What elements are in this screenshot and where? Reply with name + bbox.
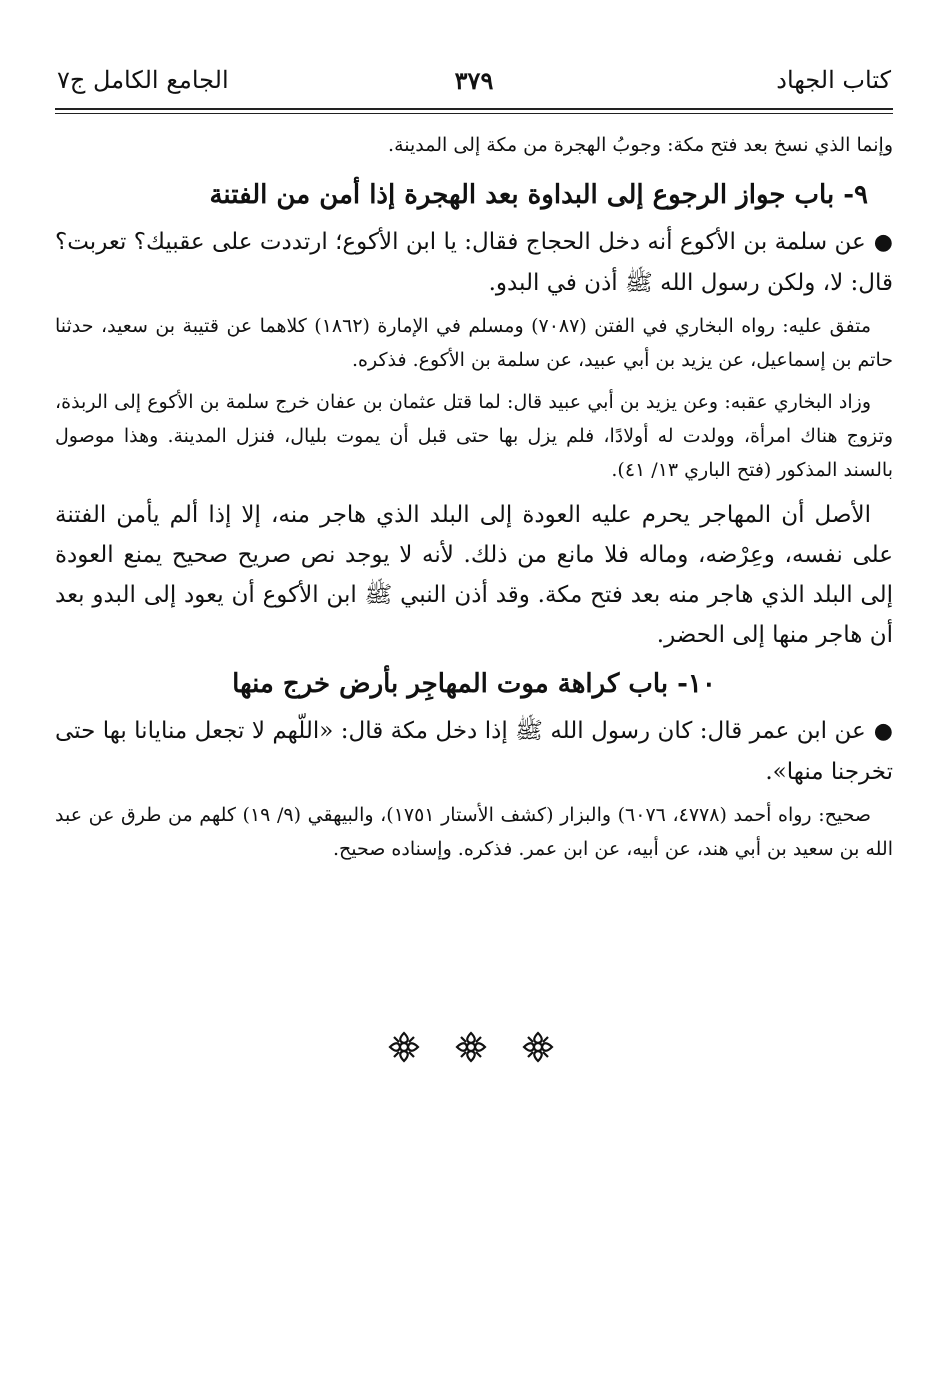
takhrij-note-9a <box>55 309 893 377</box>
takhrij-note-10 <box>55 798 893 866</box>
book-title: الجامع الكامل ج٧ <box>57 66 229 94</box>
intro-text: وإنما الذي نسخ بعد فتح مكة: وجوبُ الهجرة من مكة إلى المدينة. <box>388 134 893 156</box>
commentary-9 <box>55 495 893 655</box>
bullet-icon: ● <box>873 230 893 255</box>
floral-ornament-icon <box>521 1030 555 1064</box>
end-ornaments <box>0 1030 942 1064</box>
page-body <box>55 128 893 866</box>
hadith-9-body: عن سلمة بن الأكوع أنه دخل الحجاج فقال: يا ابن الأكوع؛ ارتددت على عقبيك؟ تعربت؟ قال: لا، ولكن رسول الله ﷺ أذن في البدو. <box>55 229 893 296</box>
running-header <box>55 60 893 106</box>
section-heading-10: ١٠- باب كراهة موت المهاجِر بأرض خرج منها <box>232 669 716 699</box>
page-number: ٣٧٩ <box>454 66 494 95</box>
commentary-9-body: الأصل أن المهاجر يحرم عليه العودة إلى البلد الذي هاجر منه، إلا إذا ألم يأمن الفتنة على نفسه، وعِرْضه، وماله فلا مانع من ذلك. لأنه لا يوجد نص صريح صحيح يمنع العودة إلى البلد الذي هاجر منه بعد فتح مكة. وقد أذن النبي ﷺ ابن الأكوع أن يعود إلى البدو بعد أن هاجر منها إلى الحضر. <box>55 502 893 648</box>
chapter-title: كتاب الجهاد <box>776 66 891 94</box>
note-9a-body: متفق عليه: رواه البخاري في الفتن (٧٠٨٧) ومسلم في الإمارة (١٨٦٢) كلاهما عن قتيبة بن سعيد، حدثنا حاتم بن إسماعيل، عن يزيد بن أبي عبيد، عن سلمة بن الأكوع. فذكره. <box>55 315 893 371</box>
hadith-text-9 <box>55 222 893 303</box>
book-page <box>55 60 893 874</box>
takhrij-note-9b <box>55 385 893 487</box>
hadith-10-body: عن ابن عمر قال: كان رسول الله ﷺ إذا دخل مكة قال: «اللّهم لا تجعل منايانا بها حتى تخرجنا منها». <box>55 718 893 785</box>
floral-ornament-icon <box>387 1030 421 1064</box>
floral-ornament-icon <box>454 1030 488 1064</box>
bullet-icon: ● <box>873 719 894 744</box>
hadith-text-10 <box>55 711 893 792</box>
section-heading-9: ٩- باب جواز الرجوع إلى البداوة بعد الهجرة إذا أمن من الفتنة <box>209 180 868 210</box>
header-divider <box>55 108 893 114</box>
note-10-body: صحيح: رواه أحمد (٤٧٧٨، ٦٠٧٦) والبزار (كشف الأستار ١٧٥١)، والبيهقي (٩/ ١٩) كلهم من طرق عن عبد الله بن سعيد بن أبي هند، عن أبيه، عن ابن عمر. فذكره. وإسناده صحيح. <box>55 804 893 860</box>
note-9b-body: وزاد البخاري عقبه: وعن يزيد بن أبي عبيد قال: لما قتل عثمان بن عفان خرج سلمة بن الأكوع إلى الربذة، وتزوج هناك امرأة، وولدت له أولادًا، فلم يزل بها حتى قبل أن يموت بليال، فنزل المدينة. وهذا موصول بالسند المذكور (فتح الباري ١٣/ ٤١). <box>55 391 893 481</box>
